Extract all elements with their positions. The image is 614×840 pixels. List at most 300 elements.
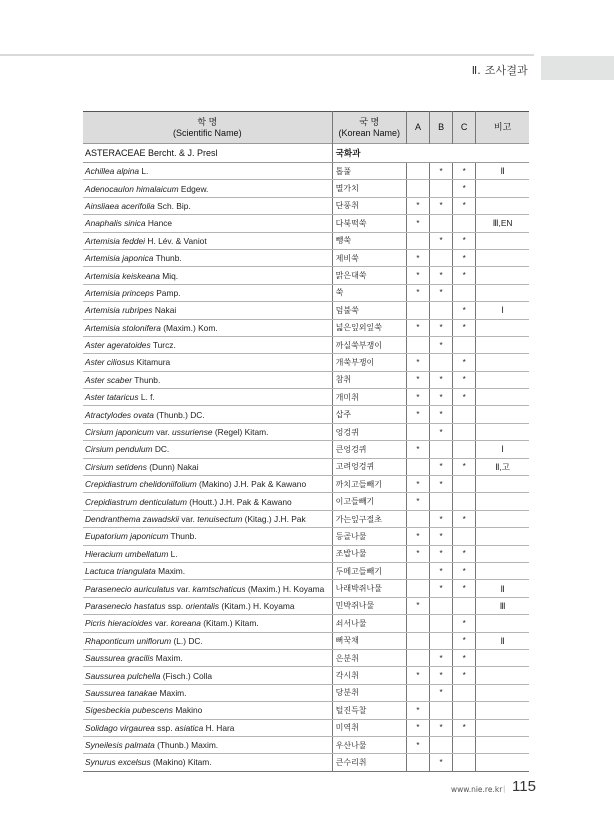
scientific-name-cell (83, 476, 332, 493)
species-table (83, 111, 529, 772)
site-a-cell (406, 510, 429, 527)
scientific-name-italic: kamtschaticus (192, 583, 246, 594)
korean-name-cell: 큰수리취 (332, 754, 406, 771)
site-b-cell (430, 493, 453, 510)
table-row (83, 754, 529, 771)
scientific-name-cell (83, 754, 332, 771)
site-c-cell (453, 528, 476, 545)
site-b-cell: * (430, 267, 453, 284)
scientific-name-cell (83, 267, 332, 284)
site-b-cell: * (430, 319, 453, 336)
korean-name-cell: 개미취 (332, 389, 406, 406)
scientific-name-authority: (Houtt.) J.H. Pak & Kawano (186, 496, 292, 507)
family-row (83, 144, 529, 163)
site-c-cell: * (453, 180, 476, 197)
korean-name-cell: 두메고들빼기 (332, 562, 406, 579)
site-a-cell (406, 632, 429, 649)
table-row (83, 736, 529, 753)
scientific-name-cell (83, 510, 332, 527)
scientific-name-italic: ussuriense (172, 427, 213, 438)
scientific-name-authority: (Dunn) Nakai (146, 461, 199, 472)
scientific-name-cell (83, 684, 332, 701)
scientific-name-authority: Sch. Bip. (154, 200, 191, 211)
top-rule (0, 54, 534, 56)
site-c-cell: * (453, 580, 476, 597)
table-row (83, 163, 529, 180)
site-b-cell (430, 632, 453, 649)
scientific-name-authority: Nakai (152, 305, 177, 316)
scientific-name-cell (83, 180, 332, 197)
site-c-cell (453, 597, 476, 614)
site-b-cell: * (430, 684, 453, 701)
site-a-cell: * (406, 215, 429, 232)
scientific-name-italic: Anaphalis sinica (85, 218, 146, 229)
site-b-cell (430, 702, 453, 719)
header-scientific-en: (Scientific Name) (173, 127, 242, 138)
scientific-name-italic: Eupatorium japonicum (85, 531, 169, 542)
table-row (83, 423, 529, 440)
scientific-name-cell (83, 441, 332, 458)
scientific-name-authority: DC. (152, 444, 170, 455)
scientific-name-cell (83, 284, 332, 301)
note-cell (476, 649, 529, 666)
site-a-cell (406, 580, 429, 597)
site-a-cell: * (406, 476, 429, 493)
site-c-cell: * (453, 232, 476, 249)
scientific-name-authority: Miq. (159, 270, 179, 281)
scientific-name-italic: Aster scaber (85, 374, 133, 385)
scientific-name-italic: Cirsium setidens (85, 461, 147, 472)
scientific-name-cell (83, 371, 332, 388)
site-a-cell: * (406, 197, 429, 214)
korean-name-cell: 뺑쑥 (332, 232, 406, 249)
table-row (83, 719, 529, 736)
family-scientific-name: ASTERACEAE Bercht. & J. Presl (83, 144, 332, 163)
korean-name-cell: 단풍취 (332, 197, 406, 214)
site-a-cell (406, 754, 429, 771)
scientific-name-authority: Maxim. (153, 653, 183, 664)
scientific-name-cell (83, 163, 332, 180)
header-a: A (406, 112, 429, 144)
site-b-cell (430, 249, 453, 266)
scientific-name-authority: (Makino) Kitam. (150, 757, 212, 768)
scientific-name-italic: Achillea alpina (85, 166, 140, 177)
scientific-name-italic: Saussurea gracilis (85, 653, 154, 664)
korean-name-cell: 까치고들빼기 (332, 476, 406, 493)
note-cell (476, 736, 529, 753)
section-label: Ⅱ. 조사결과 (471, 64, 528, 77)
scientific-name-italic: Saussurea pulchella (85, 670, 161, 681)
site-a-cell: * (406, 441, 429, 458)
scientific-name-cell (83, 702, 332, 719)
scientific-name-cell (83, 493, 332, 510)
note-cell: Ⅱ (476, 580, 529, 597)
korean-name-cell: 삽주 (332, 406, 406, 423)
note-cell: Ⅱ (476, 632, 529, 649)
note-cell (476, 180, 529, 197)
site-b-cell: * (430, 197, 453, 214)
table-row (83, 319, 529, 336)
site-b-cell: * (430, 458, 453, 475)
header-korean-name (332, 112, 406, 144)
note-cell (476, 423, 529, 440)
table-row (83, 510, 529, 527)
note-cell (476, 284, 529, 301)
note-cell (476, 545, 529, 562)
site-a-cell: * (406, 545, 429, 562)
scientific-name-italic: Solidago virgaurea (85, 722, 155, 733)
site-b-cell (430, 597, 453, 614)
table-row (83, 441, 529, 458)
site-a-cell: * (406, 371, 429, 388)
note-cell (476, 684, 529, 701)
site-a-cell: * (406, 667, 429, 684)
scientific-name-cell (83, 197, 332, 214)
table-row (83, 197, 529, 214)
site-b-cell: * (430, 562, 453, 579)
scientific-name-authority: ssp. (154, 722, 175, 733)
site-b-cell: * (430, 284, 453, 301)
site-b-cell: * (430, 754, 453, 771)
table-row (83, 354, 529, 371)
table-row (83, 684, 529, 701)
table-row (83, 562, 529, 579)
site-b-cell (430, 215, 453, 232)
korean-name-cell: 우산나물 (332, 736, 406, 753)
site-c-cell (453, 441, 476, 458)
scientific-name-cell (83, 736, 332, 753)
site-a-cell (406, 302, 429, 319)
scientific-name-cell (83, 232, 332, 249)
site-b-cell: * (430, 423, 453, 440)
note-cell (476, 267, 529, 284)
scientific-name-authority: Makino (173, 705, 203, 716)
site-a-cell: * (406, 719, 429, 736)
scientific-name-authority: (Regel) Kitam. (212, 427, 269, 438)
korean-name-cell: 가는잎구절초 (332, 510, 406, 527)
site-c-cell (453, 684, 476, 701)
note-cell (476, 371, 529, 388)
korean-name-cell: 쇠서나물 (332, 615, 406, 632)
scientific-name-cell (83, 562, 332, 579)
site-b-cell: * (430, 389, 453, 406)
table-row (83, 302, 529, 319)
scientific-name-italic: Aster ciliosus (85, 357, 135, 368)
korean-name-cell: 은분취 (332, 649, 406, 666)
site-a-cell: * (406, 267, 429, 284)
scientific-name-cell (83, 249, 332, 266)
note-cell (476, 667, 529, 684)
site-a-cell: * (406, 493, 429, 510)
site-a-cell: * (406, 284, 429, 301)
site-a-cell: * (406, 389, 429, 406)
page-number: 115 (512, 778, 536, 795)
note-cell: Ⅱ,고 (476, 458, 529, 475)
korean-name-cell: 넓은잎외잎쑥 (332, 319, 406, 336)
scientific-name-italic: Cirsium japonicum (85, 427, 154, 438)
scientific-name-authority: Edgew. (178, 183, 209, 194)
korean-name-cell: 멸가치 (332, 180, 406, 197)
site-b-cell: * (430, 371, 453, 388)
site-a-cell: * (406, 406, 429, 423)
site-c-cell: * (453, 389, 476, 406)
note-cell (476, 702, 529, 719)
scientific-name-cell (83, 667, 332, 684)
note-cell: Ⅲ,EN (476, 215, 529, 232)
scientific-name-authority: Thunb. (132, 374, 161, 385)
scientific-name-authority: (Makino) J.H. Pak & Kawano (196, 479, 307, 490)
korean-name-cell: 나래박쥐나물 (332, 580, 406, 597)
korean-name-cell: 톱풀 (332, 163, 406, 180)
scientific-name-cell (83, 597, 332, 614)
scientific-name-italic: Saussurea tanakae (85, 687, 158, 698)
note-cell (476, 336, 529, 353)
site-a-cell (406, 423, 429, 440)
scientific-name-cell (83, 336, 332, 353)
table-row (83, 284, 529, 301)
scientific-name-italic: Rhaponticum uniflorum (85, 635, 172, 646)
header-korean-en: (Korean Name) (338, 127, 401, 138)
scientific-name-cell (83, 458, 332, 475)
table-row (83, 632, 529, 649)
site-a-cell: * (406, 702, 429, 719)
scientific-name-italic: Cirsium pendulum (85, 444, 153, 455)
scientific-name-italic: Syneilesis palmata (85, 740, 155, 751)
korean-name-cell: 쑥 (332, 284, 406, 301)
scientific-name-cell (83, 406, 332, 423)
site-b-cell: * (430, 528, 453, 545)
table-row (83, 597, 529, 614)
korean-name-cell: 민박쥐나물 (332, 597, 406, 614)
scientific-name-authority: var. (179, 514, 198, 524)
scientific-name-authority: L. (168, 548, 178, 559)
scientific-name-italic: Aster ageratoides (85, 340, 151, 351)
scientific-name-italic: Hieracium umbellatum (85, 548, 169, 559)
site-c-cell: * (453, 319, 476, 336)
scientific-name-authority: L. f. (138, 392, 155, 403)
note-cell: Ⅰ (476, 441, 529, 458)
site-a-cell (406, 615, 429, 632)
site-c-cell: * (453, 615, 476, 632)
note-cell (476, 249, 529, 266)
site-c-cell: * (453, 510, 476, 527)
note-cell: Ⅲ (476, 597, 529, 614)
header-scientific-name (83, 112, 332, 144)
footer-url: www.nie.re.kr (451, 785, 503, 794)
scientific-name-italic: Adenocaulon himalaicum (85, 183, 179, 194)
site-a-cell: * (406, 528, 429, 545)
site-a-cell: * (406, 736, 429, 753)
scientific-name-cell (83, 632, 332, 649)
site-a-cell (406, 163, 429, 180)
table-row (83, 215, 529, 232)
note-cell (476, 615, 529, 632)
korean-name-cell: 털진득찰 (332, 702, 406, 719)
note-cell (476, 510, 529, 527)
site-c-cell: * (453, 632, 476, 649)
korean-name-cell: 덤불쑥 (332, 302, 406, 319)
scientific-name-italic: Parasenecio hastatus (85, 600, 166, 611)
scientific-name-italic: Atractylodes ovata (85, 409, 154, 420)
scientific-name-italic: Artemisia feddei (85, 235, 146, 246)
scientific-name-italic: tenuisectum (197, 514, 243, 524)
site-c-cell: * (453, 354, 476, 371)
site-c-cell: * (453, 371, 476, 388)
korean-name-cell: 제비쑥 (332, 249, 406, 266)
scientific-name-italic: koreana (170, 618, 201, 629)
scientific-name-authority: Turcz. (150, 340, 176, 351)
korean-name-cell: 참취 (332, 371, 406, 388)
korean-name-cell: 이고들빼기 (332, 493, 406, 510)
site-b-cell (430, 615, 453, 632)
site-a-cell (406, 649, 429, 666)
site-c-cell (453, 493, 476, 510)
site-b-cell: * (430, 406, 453, 423)
site-c-cell: * (453, 267, 476, 284)
site-b-cell: * (430, 336, 453, 353)
site-a-cell (406, 458, 429, 475)
korean-name-cell: 큰엉겅퀴 (332, 441, 406, 458)
site-b-cell (430, 302, 453, 319)
scientific-name-cell (83, 545, 332, 562)
site-a-cell (406, 180, 429, 197)
note-cell (476, 719, 529, 736)
table-row (83, 406, 529, 423)
scientific-name-italic: Parasenecio auriculatus (85, 583, 175, 594)
site-a-cell (406, 562, 429, 579)
scientific-name-cell (83, 649, 332, 666)
site-a-cell (406, 684, 429, 701)
scientific-name-authority: Hance (145, 218, 173, 229)
scientific-name-cell (83, 215, 332, 232)
note-cell (476, 754, 529, 771)
scientific-name-authority: var. (152, 618, 171, 629)
site-c-cell: * (453, 719, 476, 736)
table-row (83, 702, 529, 719)
scientific-name-italic: Crepidiastrum denticulatum (85, 496, 187, 507)
note-cell (476, 562, 529, 579)
scientific-name-authority: var. (153, 427, 173, 438)
scientific-name-italic: Aster tataricus (85, 392, 139, 403)
scientific-name-authority: Pamp. (153, 287, 181, 298)
table-row (83, 667, 529, 684)
site-a-cell (406, 232, 429, 249)
scientific-name-authority: H. Hara (203, 722, 235, 733)
note-cell (476, 389, 529, 406)
note-cell (476, 528, 529, 545)
scientific-name-authority: (Kitam.) H. Koyama (219, 600, 295, 611)
korean-name-cell: 고려엉겅퀴 (332, 458, 406, 475)
site-b-cell: * (430, 510, 453, 527)
scientific-name-italic: Picris hieracioides (85, 618, 153, 629)
scientific-name-authority: (Maxim.) H. Koyama (245, 583, 325, 594)
note-cell (476, 232, 529, 249)
table-row (83, 493, 529, 510)
scientific-name-italic: Lactuca triangulata (85, 566, 156, 577)
note-cell (476, 197, 529, 214)
scientific-name-authority: (Kitam.) Kitam. (200, 618, 259, 629)
site-b-cell: * (430, 719, 453, 736)
table-row (83, 649, 529, 666)
site-b-cell: * (430, 232, 453, 249)
scientific-name-authority: Thunb. (168, 531, 197, 542)
korean-name-cell: 까실쑥부쟁이 (332, 336, 406, 353)
note-cell (476, 406, 529, 423)
site-c-cell: * (453, 458, 476, 475)
scientific-name-authority: L. (139, 166, 149, 177)
korean-name-cell: 미역취 (332, 719, 406, 736)
scientific-name-italic: asiatica (174, 722, 204, 733)
site-c-cell: * (453, 545, 476, 562)
site-a-cell: * (406, 249, 429, 266)
scientific-name-italic: Artemisia japonica (85, 253, 154, 264)
table-row (83, 336, 529, 353)
scientific-name-italic: Dendranthema zawadskii (85, 514, 180, 524)
table-row (83, 615, 529, 632)
scientific-name-cell (83, 719, 332, 736)
scientific-name-authority: (Maxim.) Kom. (160, 322, 218, 333)
scientific-name-italic: Artemisia rubripes (85, 305, 153, 316)
site-c-cell: * (453, 562, 476, 579)
table-row (83, 371, 529, 388)
scientific-name-italic: Ainsliaea acerifolia (85, 200, 155, 211)
site-c-cell: * (453, 197, 476, 214)
korean-name-cell: 조밥나물 (332, 545, 406, 562)
scientific-name-authority: Thunb. (153, 253, 182, 264)
scientific-name-cell (83, 354, 332, 371)
scientific-name-italic: Synurus excelsus (85, 757, 151, 768)
site-c-cell: * (453, 302, 476, 319)
korean-name-cell: 엉겅퀴 (332, 423, 406, 440)
site-a-cell (406, 336, 429, 353)
site-c-cell: * (453, 649, 476, 666)
scientific-name-authority: (Thunb.) DC. (153, 409, 205, 420)
note-cell (476, 476, 529, 493)
site-c-cell: * (453, 667, 476, 684)
site-a-cell: * (406, 597, 429, 614)
site-c-cell: * (453, 249, 476, 266)
scientific-name-authority: Maxim. (155, 566, 186, 577)
header-c: C (453, 112, 476, 144)
site-b-cell (430, 441, 453, 458)
scientific-name-cell (83, 389, 332, 406)
site-b-cell: * (430, 545, 453, 562)
header-korean-ko: 국 명 (359, 116, 380, 127)
scientific-name-italic: Crepidiastrum chelidoniifolium (85, 479, 197, 490)
table-row (83, 249, 529, 266)
note-cell (476, 493, 529, 510)
table-row (83, 458, 529, 475)
scientific-name-italic: Sigesbeckia pubescens (85, 705, 173, 716)
scientific-name-authority: (Thunb.) Maxim. (154, 740, 219, 751)
note-cell: Ⅰ (476, 302, 529, 319)
header-b: B (430, 112, 453, 144)
scientific-name-cell (83, 528, 332, 545)
site-b-cell: * (430, 649, 453, 666)
korean-name-cell: 당분취 (332, 684, 406, 701)
scientific-name-cell (83, 319, 332, 336)
scientific-name-cell (83, 615, 332, 632)
scientific-name-authority: (L.) DC. (171, 635, 203, 646)
note-cell (476, 319, 529, 336)
table-row (83, 389, 529, 406)
table-row (83, 528, 529, 545)
header-note: 비고 (476, 112, 529, 144)
site-b-cell: * (430, 667, 453, 684)
korean-name-cell: 등골나물 (332, 528, 406, 545)
site-b-cell (430, 736, 453, 753)
note-cell (476, 354, 529, 371)
